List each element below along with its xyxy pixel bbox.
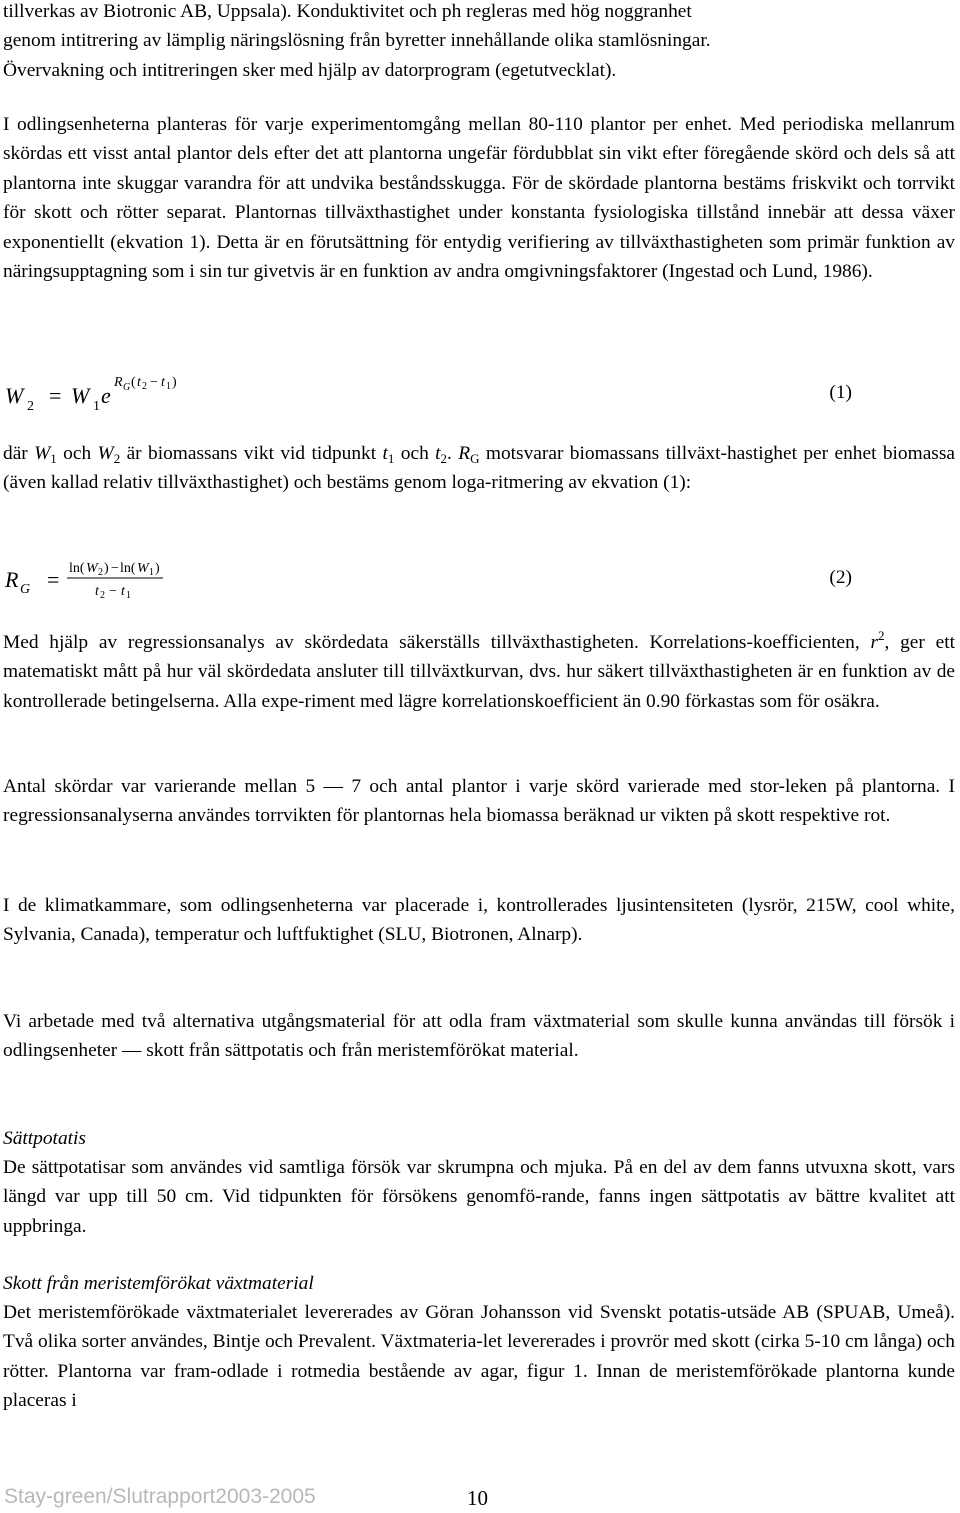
svg-text:t: t — [95, 584, 99, 599]
svg-text:=: = — [47, 567, 60, 592]
intro-line-3: Övervakning och intitreringen sker med hjälp av datorprogram (egetutvecklat). — [3, 59, 617, 81]
svg-text:−: − — [150, 375, 158, 390]
paragraph-intro — [3, 0, 955, 85]
svg-text:2: 2 — [142, 381, 147, 392]
svg-text:−: − — [111, 561, 119, 576]
svg-text:2: 2 — [98, 567, 103, 578]
equation-1 — [3, 370, 955, 440]
svg-text:R: R — [5, 567, 19, 592]
svg-text:(: ( — [131, 375, 136, 390]
svg-text:ln(: ln( — [120, 561, 136, 576]
svg-text:2: 2 — [27, 399, 34, 414]
equation-2-formula — [3, 553, 303, 613]
footer-page-number: 10 — [467, 1486, 488, 1510]
svg-text:1: 1 — [166, 381, 171, 392]
svg-text:1: 1 — [126, 590, 131, 601]
svg-text:): ) — [155, 561, 160, 576]
svg-text:): ) — [172, 375, 177, 390]
paragraph-climate: I de klimatkammare, som odlingsenheterna var placerade i, kontrollerades ljusintensiteten (lysrör, 215W, cool white, Sylvania, Canada), temperatur och luftfuktighet (SLU, Biotronen, Alnarp). — [3, 895, 955, 946]
svg-text:1: 1 — [93, 399, 100, 414]
paragraph-cultivation: I odlingsenheterna planteras för varje experimentomgång mellan 80-110 plantor per enhet. Med periodiska mellanrum skördas ett visst antal plantor dels efter det att plantorna ungefär fördubblat sin vikt efter föregående skörd och dels så att plantorna inte skuggar varandra för att undvika beståndsskugga. För de skördade plantorna bestäms friskvikt och torrvikt för skott och rötter separat. Plantornas tillväxthastighet under konstanta fysiologiska tillstånd innebär att dessa växer exponentiellt (ekvation 1). Detta är en förutsättning för entydig verifiering av tillväxthastigheten som primär funktion av näringsupptagning som i sin tur givetvis är en funktion av andra omgivningsfaktorer (Ingestad och Lund, 1986). — [3, 114, 955, 283]
svg-text:1: 1 — [149, 567, 154, 578]
svg-text:e: e — [101, 383, 111, 408]
svg-text:t: t — [121, 584, 125, 599]
equation-2-number: (2) — [829, 567, 852, 588]
equation-1-formula — [3, 370, 303, 430]
svg-text:t: t — [161, 375, 165, 390]
svg-text:−: − — [109, 584, 117, 599]
svg-text:R: R — [114, 375, 123, 390]
svg-text:G: G — [123, 382, 131, 393]
intro-line-2: genom intitrering av lämplig näringslösning från byretter innehållande olika stamlösningar. — [3, 30, 711, 52]
heading-sattpotatis: Sättpotatis — [3, 1128, 86, 1149]
heading-meristem: Skott från meristemförökat växtmaterial — [3, 1273, 314, 1294]
paragraph-regression: Med hjälp av regressionsanalys av skördedata säkerställs tillväxthastigheten. Korrelations-koefficienten, $r^2$, ger ett matematiskt mått på hur väl skördedata ansluter till tillväxtkurvan, dvs. hur säkert tillväxthastigheten är en funktion av de kontrollerade betingelserna. Alla expe-riment med lägre korrelationskoefficient än 0.90 förkastas som för osäkra. — [3, 628, 956, 712]
svg-text:2: 2 — [100, 590, 105, 601]
footer-document-name: Stay-green/Slutrapport2003-2005 — [4, 1485, 316, 1508]
paragraph-harvests: Antal skördar var varierande mellan 5 — 7 och antal plantor i varje skörd varierade med stor-leken på plantorna. I regressionsanalyserna användes torrvikten för plantornas hela biomassa beräknad ur vikten på skott respektive rot. — [3, 776, 955, 827]
svg-text:t: t — [137, 375, 141, 390]
paragraph-sattpotatis: De sättpotatisar som användes vid samtliga försök var skrumpna och mjuka. På en del av dem fanns utvuxna skott, vars längd var upp till 50 cm. Vid tidpunkten för försökens genomfö-rande, fanns ingen sättpotatis av bättre kvalitet att uppbringa. — [3, 1157, 955, 1237]
svg-text:): ) — [104, 561, 109, 576]
paragraph-variables: där $W_1$ och $W_2$ är biomassans vikt vid tidpunkt $t_1$ och $t_2$. $R_G$ motsvarar biomassans tillväxt-hastighet per enhet biomassa (även kallad relativ tillväxthastighet) och bestäms genom loga-ritmering av ekvation (1): — [3, 443, 956, 494]
equation-1-number: (1) — [829, 382, 852, 403]
svg-text:ln(: ln( — [69, 561, 85, 576]
svg-text:W: W — [86, 561, 98, 576]
svg-text:W: W — [71, 383, 90, 408]
intro-line-1: tillverkas av Biotronic AB, Uppsala). Konduktivitet och ph regleras med hög noggranhet — [3, 1, 692, 22]
svg-text:=: = — [49, 383, 62, 408]
paragraph-materials: Vi arbetade med två alternativa utgångsmaterial för att odla fram växtmaterial som skulle kunna användas till försök i odlingsenheter — skott från sättpotatis och från meristemförökat material. — [3, 1011, 955, 1062]
equation-2 — [3, 553, 955, 623]
svg-text:G: G — [20, 582, 31, 597]
svg-text:W: W — [137, 561, 149, 576]
paragraph-meristem: Det meristemförökade växtmaterialet levererades av Göran Johansson vid Svenskt potatis-utsäde AB (SPUAB, Umeå). Två olika sorter användes, Bintje och Prevalent. Växtmateria-let levererades i provrör med skott (cirka 5-10 cm långa) och rötter. Plantorna var fram-odlade i rotmedia bestående av agar, figur 1. Innan de meristemförökade plantorna kunde placeras i — [3, 1302, 955, 1412]
svg-text:W: W — [5, 383, 24, 408]
